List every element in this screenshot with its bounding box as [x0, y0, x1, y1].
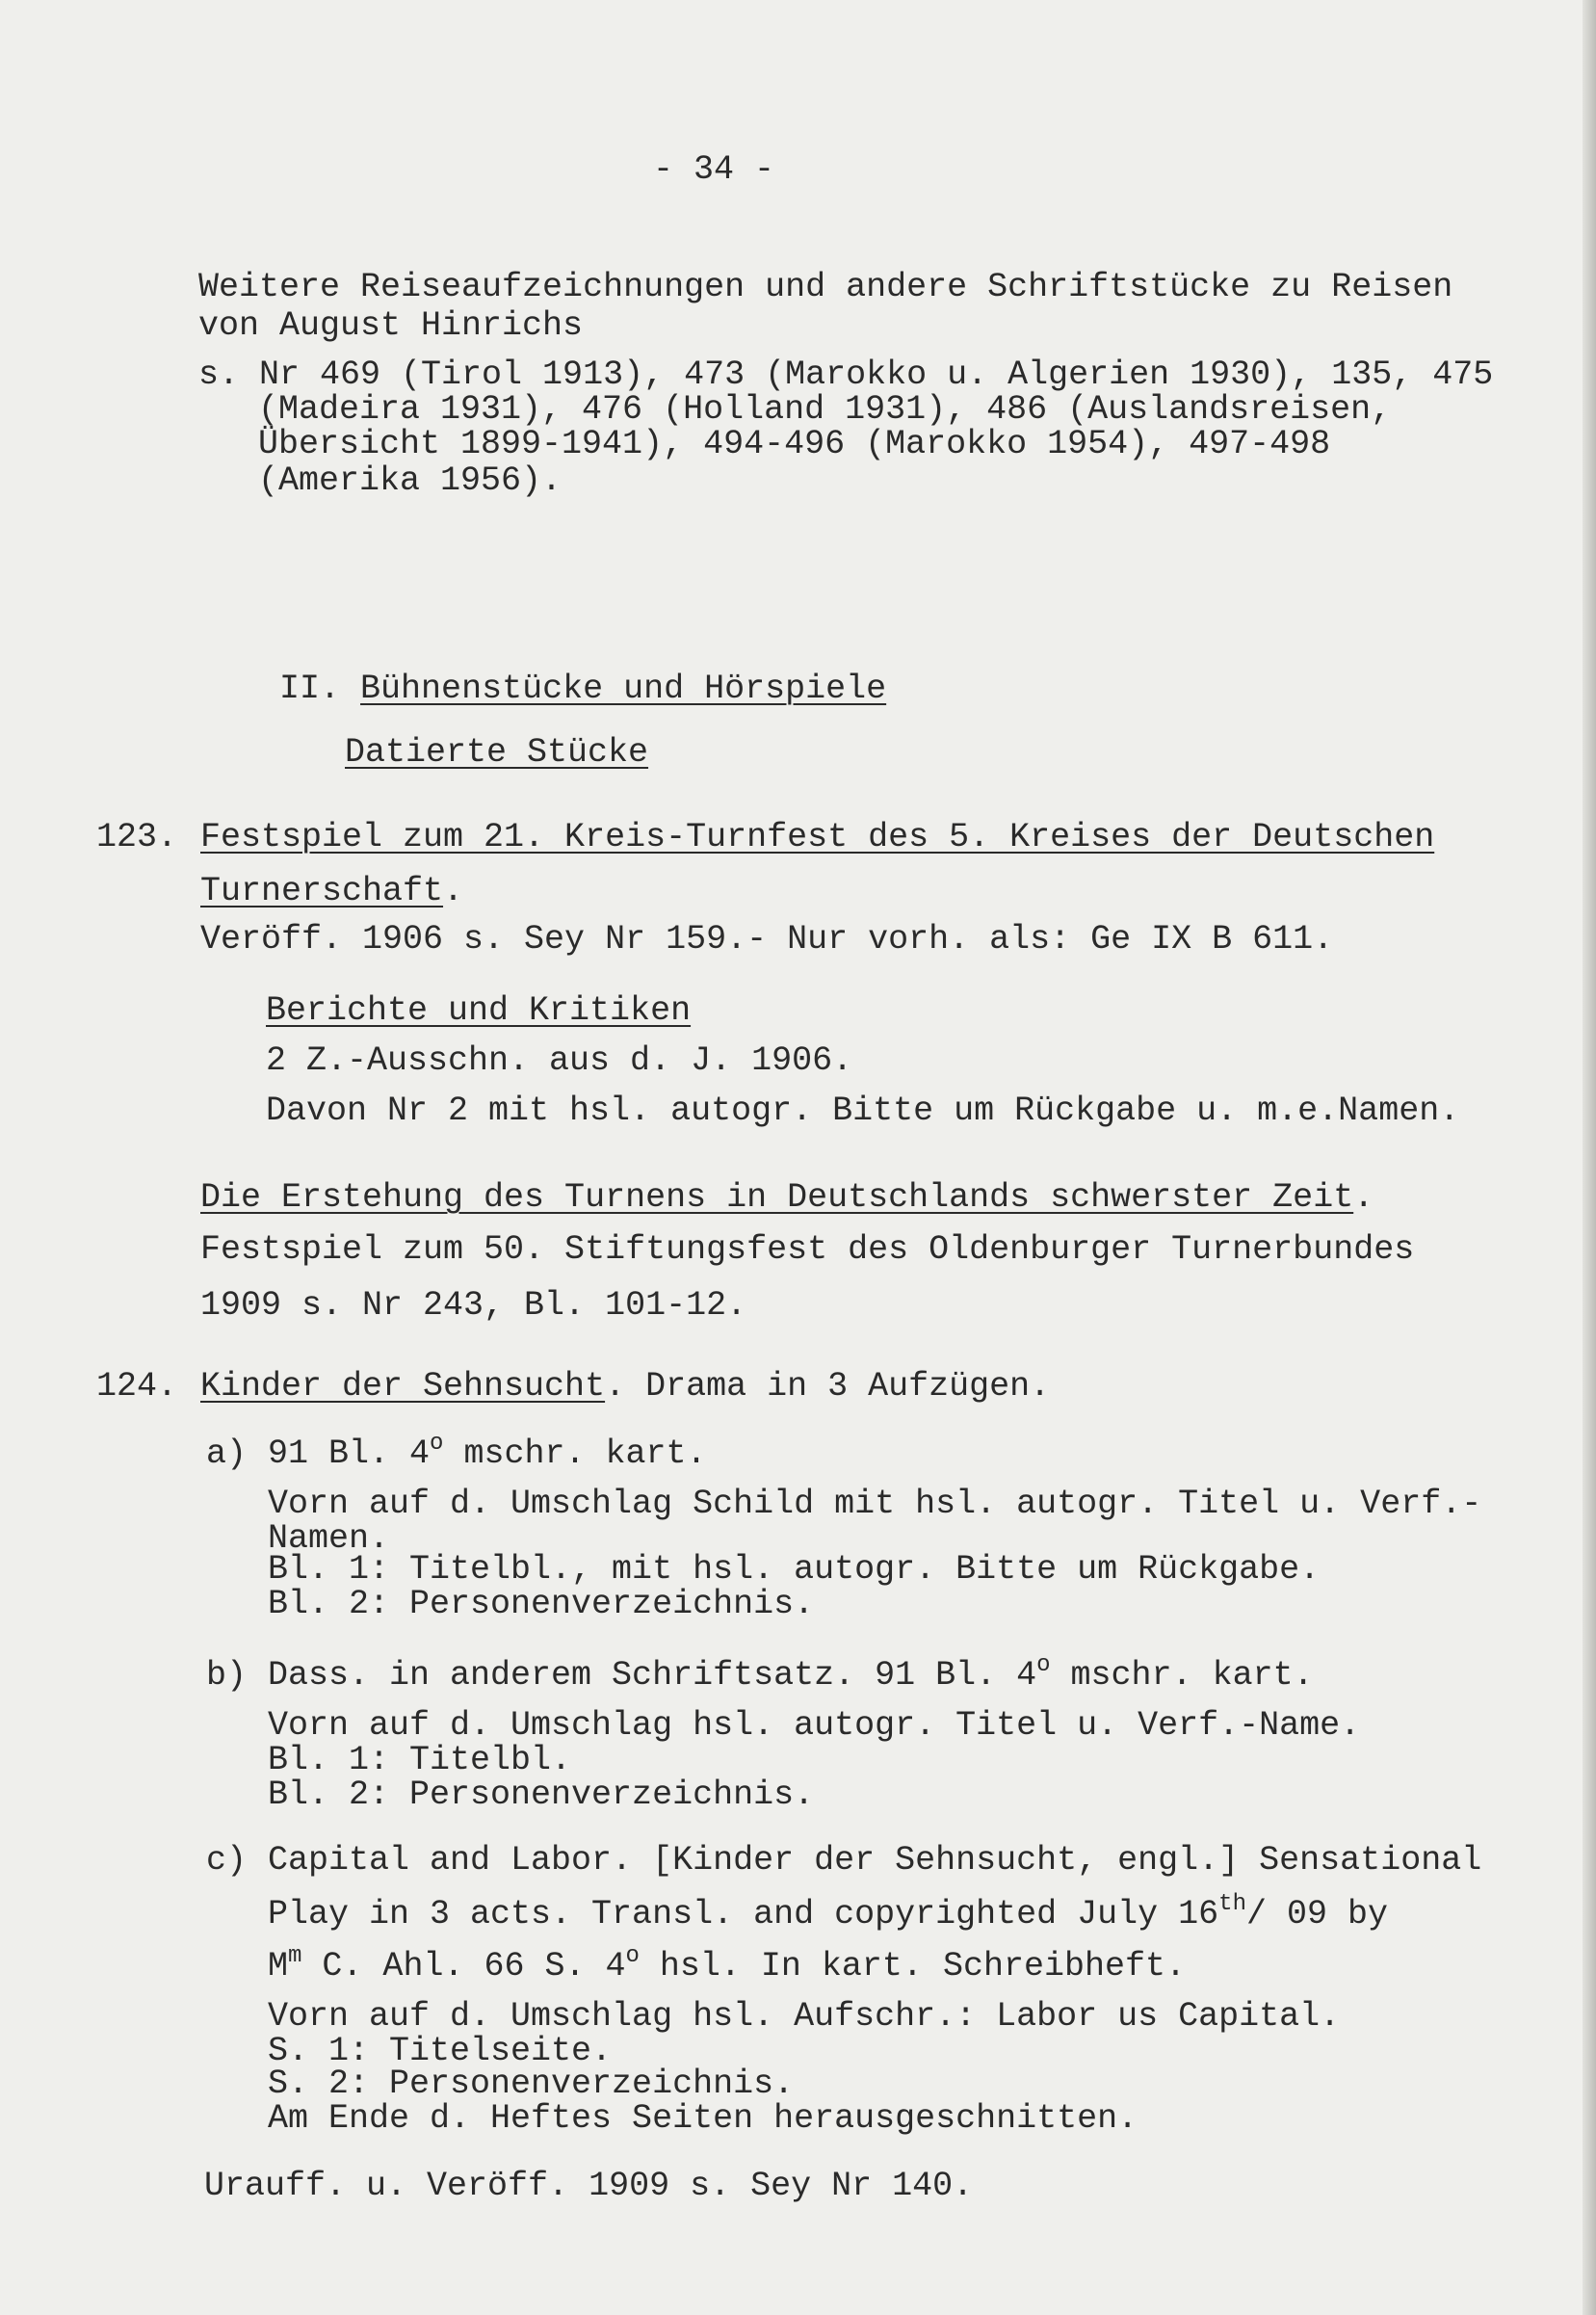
final-note: Urauff. u. Veröff. 1909 s. Sey Nr 140.: [204, 2167, 974, 2205]
publication-note: Veröff. 1906 s. Sey Nr 159.- Nur vorh. als: Ge IX B 611.: [200, 920, 1334, 959]
reviews-line: Davon Nr 2 mit hsl. autogr. Bitte um Rückgabe u. m.e.Namen.: [266, 1092, 1460, 1130]
section-title: Bühnenstücke und Hörspiele: [360, 670, 887, 708]
superscript: o: [430, 1431, 444, 1457]
item-text: M: [268, 1947, 289, 1986]
item-line: [268, 1943, 1186, 1986]
item-note: Vorn auf d. Umschlag Schild mit hsl. autogr. Titel u. Verf.-: [268, 1485, 1482, 1523]
travel-ref-line: s. Nr 469 (Tirol 1913), 473 (Marokko u. Algerien 1930), 135, 475: [198, 355, 1494, 394]
entry-title-text: Turnerschaft: [200, 872, 444, 910]
item-line: [268, 1652, 1314, 1695]
item-text: / 09 by: [1245, 1895, 1389, 1934]
item-text: mschr. kart.: [1050, 1656, 1314, 1695]
item-line: [268, 1891, 1389, 1934]
item-note: Bl. 1: Titelbl., mit hsl. autogr. Bitte um Rückgabe.: [268, 1550, 1321, 1589]
reviews-line: 2 Z.-Ausschn. aus d. J. 1906.: [266, 1041, 853, 1080]
travel-ref-line: (Madeira 1931), 476 (Holland 1931), 486 (Auslandsreisen,: [258, 390, 1392, 429]
page-number: - 34 -: [653, 150, 775, 189]
travel-ref-line: Übersicht 1899-1941), 494-496 (Marokko 1954), 497-498: [258, 425, 1331, 463]
superscript: o: [625, 1943, 640, 1969]
item-note: Namen.: [268, 1519, 390, 1558]
reviews-heading: Berichte und Kritiken: [266, 991, 692, 1030]
item-note: Bl. 2: Personenverzeichnis.: [268, 1585, 815, 1623]
related-title-end: .: [1353, 1178, 1374, 1217]
travel-ref-line: (Amerika 1956).: [258, 461, 563, 500]
item-note: Am Ende d. Heftes Seiten herausgeschnitten.: [268, 2099, 1138, 2138]
item-line: [268, 1431, 707, 1473]
item-text: Play in 3 acts. Transl. and copyrighted July 16: [268, 1895, 1219, 1934]
entry-title-line2: [200, 873, 463, 909]
superscript: m: [288, 1943, 302, 1969]
travel-heading-line2: von August Hinrichs: [198, 306, 584, 345]
section-heading: [198, 634, 886, 744]
item-text: 91 Bl. 4: [268, 1434, 431, 1473]
item-text: hsl. In kart. Schreibheft.: [639, 1947, 1186, 1986]
item-text: C. Ahl. 66 S. 4: [301, 1947, 626, 1986]
item-text: mschr. kart.: [443, 1434, 707, 1473]
superscript: o: [1036, 1652, 1051, 1678]
entry-title-text: Kinder der Sehnsucht: [200, 1367, 606, 1406]
page-edge-shadow: [1583, 0, 1596, 2315]
item-label: b): [206, 1656, 248, 1695]
item-note: S. 1: Titelseite.: [268, 2032, 613, 2070]
entry-title: [200, 1368, 1050, 1405]
related-title-text: Die Erstehung des Turnens in Deutschlands schwerster Zeit: [200, 1178, 1354, 1217]
related-line: Festspiel zum 50. Stiftungsfest des Oldenburger Turnerbundes: [200, 1230, 1415, 1269]
section-numeral: II.: [279, 670, 341, 708]
item-note: Vorn auf d. Umschlag hsl. Aufschr.: Labor us Capital.: [268, 1997, 1341, 2036]
section-subtitle: Datierte Stücke: [345, 733, 649, 772]
item-line: Capital and Labor. [Kinder der Sehnsucht, engl.] Sensational: [268, 1841, 1482, 1880]
item-note: Vorn auf d. Umschlag hsl. autogr. Titel u. Verf.-Name.: [268, 1706, 1361, 1745]
related-line: 1909 s. Nr 243, Bl. 101-12.: [200, 1286, 747, 1325]
entry-title-end: .: [443, 872, 464, 910]
travel-heading-line1: Weitere Reiseaufzeichnungen und andere Schriftstücke zu Reisen: [198, 268, 1453, 306]
entry-number: 123.: [96, 818, 178, 856]
item-note: Bl. 1: Titelbl.: [268, 1741, 572, 1779]
entry-subtitle: . Drama in 3 Aufzügen.: [605, 1367, 1051, 1406]
item-note: S. 2: Personenverzeichnis.: [268, 2065, 795, 2103]
item-label: c): [206, 1841, 248, 1880]
superscript: th: [1218, 1891, 1246, 1917]
entry-number: 124.: [96, 1367, 178, 1406]
entry-title-line1: Festspiel zum 21. Kreis-Turnfest des 5. Kreises der Deutschen: [200, 818, 1435, 856]
item-text: Dass. in anderem Schriftsatz. 91 Bl. 4: [268, 1656, 1037, 1695]
item-label: a): [206, 1434, 248, 1473]
related-title: [200, 1179, 1374, 1216]
item-note: Bl. 2: Personenverzeichnis.: [268, 1776, 815, 1814]
